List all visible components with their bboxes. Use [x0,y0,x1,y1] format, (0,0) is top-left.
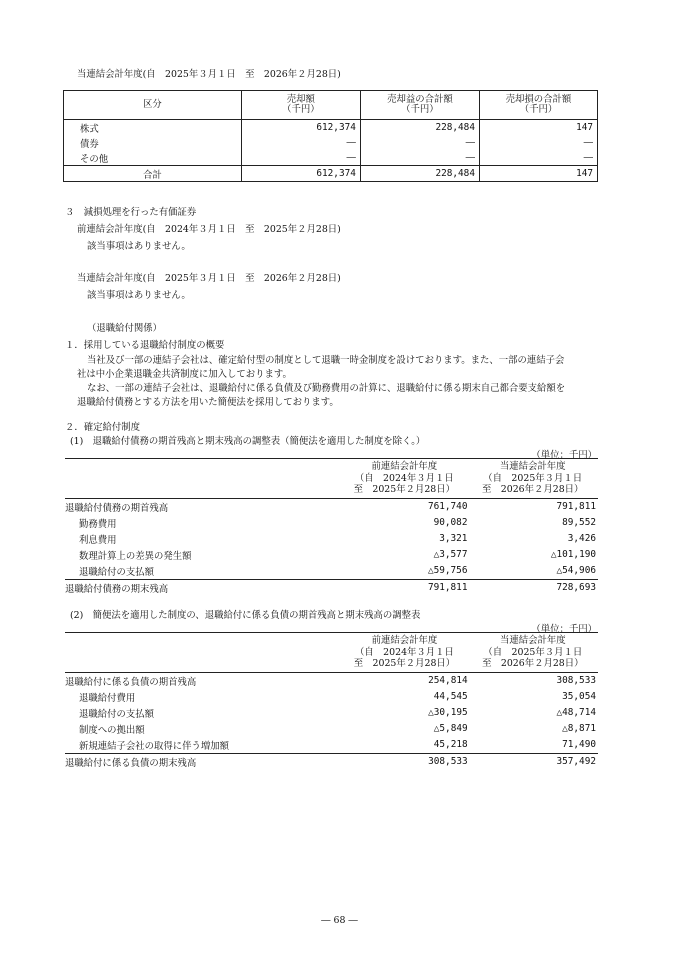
table-row: 退職給付の支払額 △30,195 △48,714 [79,707,596,720]
retirement-s1-paragraph-line: 当社及び一部の連結子会社は、確定給付型の制度として退職一時金制度を設けております。また、一部の連結子会 [87,355,565,366]
table-row: 退職給付の支払額 △59,756 △54,906 [79,565,596,578]
col-header-curr-year: 当連結会計年度 （自 2025年３月１日 至 2026年２月28日） [469,459,598,499]
retirement-s1-heading: １．採用している退職給付制度の概要 [65,340,225,351]
table-row: 退職給付債務の期末残高 791,811 728,693 [65,579,598,596]
retirement-section-title: （退職給付関係） [87,323,163,334]
liability-adjustment-table [65,632,598,770]
col-header-curr-year: 当連結会計年度 （自 2025年３月１日 至 2026年２月28日） [470,633,598,673]
impairment-curr-period: 当連結会計年度(自 2025年３月１日 至 2026年２月28日) [77,273,341,284]
table-row: その他 ― ― ― [64,150,598,166]
retirement-s2-heading: ２．確定給付制度 [65,422,141,433]
table-row: 債券 ― ― ― [64,135,598,150]
section-heading-current-period: 当連結会計年度(自 2025年３月１日 至 2026年２月28日) [77,69,341,80]
table-total-row: 合計 612,374 228,484 147 [64,166,598,182]
page-number: ― 68 ― [321,915,358,926]
impairment-prev-note: 該当事項はありません。 [87,241,191,252]
impairment-prev-period: 前連結会計年度(自 2024年３月１日 至 2025年２月28日) [77,224,341,235]
table-row: 制度への拠出額 △5,849 △8,871 [79,723,596,736]
table-row: 勤務費用 90,082 89,552 [79,517,596,530]
table2-unit: （単位：千円） [531,624,597,635]
obligation-adjustment-table [65,458,598,596]
table1-title: (1) 退職給付債務の期首残高と期末残高の調整表（簡便法を適用した制度を除く。） [70,436,426,447]
table-row: 退職給付に係る負債の期末残高 308,533 357,492 [65,753,598,770]
impairment-heading: ３ 減損処理を行った有価証券 [65,207,197,218]
table-row: 利息費用 3,321 3,426 [79,533,596,546]
impairment-curr-note: 該当事項はありません。 [87,290,191,301]
retirement-s1-paragraph-line: 退職給付債務とする方法を用いた簡便法を採用しております。 [77,397,339,408]
table-row: 数理計算上の差異の発生額 △3,577 △101,190 [79,549,596,562]
col-header-prev-year: 前連結会計年度 （自 2024年３月１日 至 2025年２月28日） [341,633,469,673]
table1-unit: （単位：千円） [531,450,597,461]
table-row: 退職給付費用 44,545 35,054 [79,691,596,704]
retirement-s1-paragraph-line: なお、一部の連結子会社は、退職給付に係る負債及び勤務費用の計算に、退職給付に係る期末自己都合要支給額を [87,383,566,394]
table-row: 株式 612,374 228,484 147 [64,120,598,136]
col-header-gain-total: 売却益の合計額 （千円） [360,91,479,120]
retirement-s1-paragraph-line: 社は中小企業退職金共済制度に加入しております。 [77,369,292,380]
table-row: 退職給付に係る負債の期首残高 254,814 308,533 [65,675,596,688]
col-header-loss-total: 売却損の合計額 （千円） [479,91,597,120]
securities-sales-table [63,90,598,182]
col-header-category: 区分 [64,91,242,120]
col-header-sale-amount: 売却額 （千円） [241,91,360,120]
table2-title: (2) 簡便法を適用した制度の、退職給付に係る負債の期首残高と期末残高の調整表 [70,610,421,621]
table-row: 新規連結子会社の取得に伴う増加額 45,218 71,490 [79,739,596,752]
table-row: 退職給付債務の期首残高 761,740 791,811 [65,501,596,514]
col-header-prev-year: 前連結会計年度 （自 2024年３月１日 至 2025年２月28日） [341,459,469,499]
